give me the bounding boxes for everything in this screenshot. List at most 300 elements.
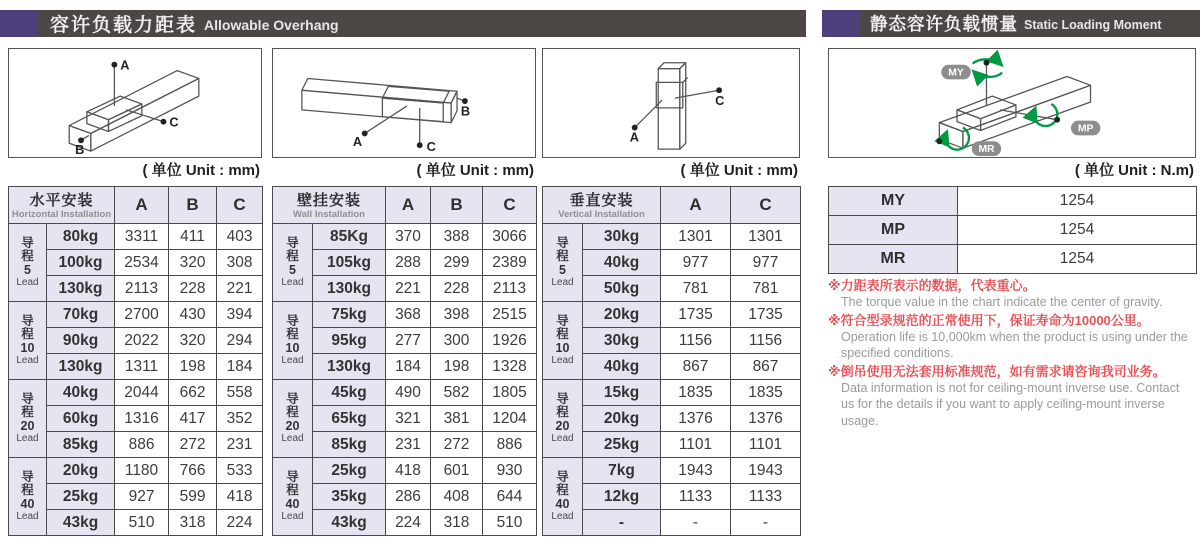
lead-line: 5 [24,262,31,277]
value-cell: 184 [386,354,431,380]
value-cell: 1835 [661,380,731,406]
lead-line: Lead [281,433,304,445]
value-cell: 1835 [731,380,801,406]
unit-label: ( 单位 Unit : mm) [416,162,534,179]
value-cell: 1311 [115,354,169,380]
lead-line: Lead [281,277,304,289]
value-cell: 2113 [115,276,169,302]
value-cell: 927 [115,484,169,510]
value-cell: 1133 [661,484,731,510]
lead-group-cell [273,380,313,458]
table-row [9,276,263,302]
table-row [829,245,1197,274]
measure-point-dots [78,62,166,143]
column-header-a: A [661,187,731,224]
value-cell: 781 [731,276,801,302]
lead-line: 40 [555,496,570,511]
lead-line: Lead [281,511,304,523]
value-cell: 3311 [115,224,169,250]
load-cell: 43kg [313,510,386,536]
table-row [273,380,537,406]
point-label-c: C [426,139,436,155]
load-cell: 65kg [313,406,386,432]
table-horizontal-mount [8,186,262,536]
lead-line: 程 [21,327,34,342]
load-cell: 40kg [47,380,115,406]
value-cell: 381 [431,406,483,432]
lead-group-cell [9,224,47,302]
lead-line: 程 [286,327,299,342]
value-cell: 2113 [483,276,537,302]
value-cell: 417 [169,406,217,432]
table-row [9,510,263,536]
lead-group-cell [543,380,583,458]
load-cell: 25kg [583,432,661,458]
load-cell: 40kg [583,250,661,276]
load-cell: 130kg [47,354,115,380]
value-cell: 2700 [115,302,169,328]
value-cell: 320 [169,250,217,276]
table-title [273,187,386,224]
load-cell: 50kg [583,276,661,302]
section-title-zh: 静态容许负载惯量 [870,14,1018,34]
lead-line: 程 [556,405,569,420]
lead-line: 10 [555,340,570,355]
table-head [543,187,801,224]
load-cell: 20kg [583,302,661,328]
table-header-row [9,187,263,224]
load-cell: 85Kg [313,224,386,250]
load-cell: 130kg [313,354,386,380]
lead-line: 40 [285,496,300,511]
value-cell: 388 [431,224,483,250]
lead-line: 程 [286,483,299,498]
value-cell: 403 [217,224,263,250]
value-cell: 930 [483,458,537,484]
value-cell: 781 [661,276,731,302]
moment-value-cell: 1254 [958,245,1197,274]
value-cell: 2022 [115,328,169,354]
value-cell: 1805 [483,380,537,406]
value-cell: 398 [431,302,483,328]
table-head [273,187,537,224]
lead-line: Lead [551,355,574,367]
value-cell: 1101 [661,432,731,458]
badge-my: MY [948,67,964,79]
value-cell: 1301 [661,224,731,250]
value-cell: 394 [217,302,263,328]
note-line: Data information is not for ceiling-mount inverse use. Contact us for the details if you want to apply ceiling-mount inverse usage. [841,380,1180,428]
lead-line: 程 [21,249,34,264]
column-header-c: C [731,187,801,224]
point-label-b: B [460,103,471,119]
table-row [273,302,537,328]
load-cell: 85kg [313,432,386,458]
lead-line: 程 [286,249,299,264]
notes-block [828,276,1196,429]
value-cell: - [661,510,731,536]
badge-mr: MR [978,144,995,156]
lead-line: 导 [21,313,34,328]
value-cell: 231 [217,432,263,458]
load-cell: 130kg [313,276,386,302]
value-cell: 510 [483,510,537,536]
value-cell: 599 [169,484,217,510]
lead-line: 5 [289,262,296,277]
lead-line: 导 [556,469,569,484]
point-label-a: A [629,129,639,145]
load-cell: 15kg [583,380,661,406]
lead-line: Lead [16,355,39,367]
table-body [543,224,801,536]
diagram-wall [272,48,536,158]
value-cell: 886 [115,432,169,458]
badge-mp: MP [1077,123,1094,135]
table-body [829,187,1197,274]
measure-point-dots [632,87,725,130]
value-cell: 184 [217,354,263,380]
value-cell: 299 [431,250,483,276]
value-cell: 221 [217,276,263,302]
load-cell: 45kg [313,380,386,406]
column-header-b: B [431,187,483,224]
lead-group-cell [543,302,583,380]
accent-square-icon [822,10,860,37]
table-title-en: Horizontal Installation [11,208,112,220]
load-cell: 43kg [47,510,115,536]
table-row [543,458,801,484]
value-cell: 601 [431,458,483,484]
load-cell: 90kg [47,328,115,354]
lead-line: 导 [286,391,299,406]
lead-group-cell [273,224,313,302]
lead-group-cell [273,302,313,380]
lead-group-cell [543,458,583,536]
column-header-c: C [217,187,263,224]
value-cell: 533 [217,458,263,484]
lead-line: 程 [286,405,299,420]
value-cell: 411 [169,224,217,250]
value-cell: 867 [731,354,801,380]
value-cell: 277 [386,328,431,354]
value-cell: 300 [431,328,483,354]
lead-line: Lead [16,433,39,445]
rail-drawing-wall [273,49,535,157]
value-cell: 558 [217,380,263,406]
value-cell: 977 [731,250,801,276]
load-cell: 95kg [313,328,386,354]
value-cell: 231 [386,432,431,458]
value-cell: 1101 [731,432,801,458]
moment-value-cell: 1254 [958,187,1197,216]
value-cell: 644 [483,484,537,510]
lead-line: Lead [551,277,574,289]
table-title-zh: 水平安装 [29,191,94,209]
lead-line: 导 [286,469,299,484]
load-cell: 7kg [583,458,661,484]
table-header-row [543,187,801,224]
value-cell: 224 [386,510,431,536]
value-cell: 318 [431,510,483,536]
overhang-table [272,186,537,536]
table-row [273,406,537,432]
lead-group-cell [9,458,47,536]
lead-line: 10 [20,340,35,355]
point-label-a: A [352,134,363,150]
moment-label-cell: MY [829,187,958,216]
table-row [9,250,263,276]
lead-line: 导 [21,469,34,484]
load-cell: 105kg [313,250,386,276]
table-row [9,380,263,406]
table-row [273,328,537,354]
value-cell: 418 [217,484,263,510]
value-cell: 318 [169,510,217,536]
value-cell: 1156 [661,328,731,354]
table-row [273,432,537,458]
value-cell: 221 [386,276,431,302]
load-cell: 40kg [583,354,661,380]
load-cell: 25kg [313,458,386,484]
table-row [543,302,801,328]
table-row [9,432,263,458]
value-cell: 418 [386,458,431,484]
load-cell: 60kg [47,406,115,432]
load-cell: 130kg [47,276,115,302]
lead-line: 导 [21,235,34,250]
moment-label-cell: MR [829,245,958,274]
section-title-zh: 容许负载力距表 [50,15,198,36]
table-row [9,328,263,354]
value-cell: 228 [169,276,217,302]
value-cell: 2534 [115,250,169,276]
table-title [543,187,661,224]
overhang-table [542,186,801,536]
load-cell: 20kg [47,458,115,484]
diagram-vertical [542,48,800,158]
value-cell: 1943 [661,458,731,484]
value-cell: 1328 [483,354,537,380]
lead-line: 导 [556,391,569,406]
table-vertical-mount [542,186,800,536]
point-label-c: C [169,114,179,130]
lead-line: 导 [286,313,299,328]
value-cell: 2389 [483,250,537,276]
value-cell: 1943 [731,458,801,484]
lead-group-cell [273,458,313,536]
note-line: ※符合型录规范的正常使用下，保证寿命为10000公里。 [828,312,1150,328]
value-cell: 224 [217,510,263,536]
section-title-en: Static Loading Moment [1024,17,1162,32]
value-cell: 408 [431,484,483,510]
moment-value-cell: 1254 [958,216,1197,245]
value-cell: 3066 [483,224,537,250]
table-title-en: Wall Installation [293,208,365,220]
value-cell: 294 [217,328,263,354]
note-line: ※倒吊使用无法套用标准规范，如有需求请咨询我司业务。 [828,363,1166,379]
table-row [9,354,263,380]
unit-label: ( 单位 Unit : N.m) [1074,162,1194,179]
value-cell: 2515 [483,302,537,328]
value-cell: 886 [483,432,537,458]
table-row [829,187,1197,216]
value-cell: 490 [386,380,431,406]
value-cell: - [731,510,801,536]
note-line: ※力距表所表示的数据，代表重心。 [828,278,1036,293]
overhang-table [8,186,263,536]
load-cell: 75kg [313,302,386,328]
load-cell: 80kg [47,224,115,250]
table-row [543,224,801,250]
lead-line: 程 [556,249,569,264]
lead-line: 程 [556,327,569,342]
table-row [273,458,537,484]
load-cell: - [583,510,661,536]
table-row [9,484,263,510]
value-cell: 228 [431,276,483,302]
measure-point-dots [362,98,471,148]
rail-drawing-moment [829,49,1195,157]
lead-line: Lead [16,511,39,523]
table-body [273,224,537,536]
unit-label: ( 单位 Unit : mm) [680,162,798,179]
value-cell: 1204 [483,406,537,432]
value-cell: 1301 [731,224,801,250]
table-row [9,224,263,250]
value-cell: 288 [386,250,431,276]
load-cell: 20kg [583,406,661,432]
table-row [9,406,263,432]
value-cell: 1156 [731,328,801,354]
table-row [273,484,537,510]
value-cell: 1926 [483,328,537,354]
table-body [9,224,263,536]
value-cell: 1376 [661,406,731,432]
value-cell: 977 [661,250,731,276]
lead-line: 10 [285,340,300,355]
accent-square-icon [0,10,38,37]
load-cell: 30kg [583,328,661,354]
load-cell: 12kg [583,484,661,510]
value-cell: 430 [169,302,217,328]
value-cell: 1316 [115,406,169,432]
value-cell: 352 [217,406,263,432]
table-row [543,380,801,406]
point-label-c: C [715,92,725,108]
rail-drawing-vertical [543,49,799,157]
value-cell: 867 [661,354,731,380]
value-cell: 662 [169,380,217,406]
value-cell: 308 [217,250,263,276]
column-header-a: A [115,187,169,224]
value-cell: 1735 [731,302,801,328]
lead-line: Lead [281,355,304,367]
table-header-row [273,187,537,224]
column-header-b: B [169,187,217,224]
moment-table [828,186,1197,274]
unit-label: ( 单位 Unit : mm) [142,162,260,179]
value-cell: 286 [386,484,431,510]
lead-line: 导 [286,235,299,250]
value-cell: 1180 [115,458,169,484]
section-header-moment [822,10,1200,37]
lead-line: 导 [556,235,569,250]
value-cell: 1376 [731,406,801,432]
value-cell: 370 [386,224,431,250]
lead-line: 程 [21,483,34,498]
table-title-zh: 壁挂安装 [296,191,361,209]
lead-line: Lead [551,511,574,523]
value-cell: 272 [169,432,217,458]
note-line: Operation life is 10,000km when the product is using under the specified conditions. [841,329,1188,360]
lead-line: 程 [21,405,34,420]
value-cell: 582 [431,380,483,406]
value-cell: 1133 [731,484,801,510]
lead-group-cell [543,224,583,302]
load-cell: 25kg [47,484,115,510]
table-row [829,216,1197,245]
load-cell: 30kg [583,224,661,250]
point-label-a: A [120,57,130,73]
table-row [273,276,537,302]
lead-line: 20 [555,418,570,433]
table-row [273,510,537,536]
table-title-zh: 垂直安装 [569,191,634,209]
table-moment-mount [828,186,1196,274]
table-title [9,187,115,224]
moment-label-cell: MP [829,216,958,245]
table-wall-mount [272,186,536,536]
rail-drawing-horizontal [9,49,261,157]
note-line: The torque value in the chart indicate the center of gravity. [841,295,1163,309]
column-header-c: C [483,187,537,224]
table-row [273,250,537,276]
lead-line: 20 [285,418,300,433]
value-cell: 2044 [115,380,169,406]
lead-line: 导 [21,391,34,406]
load-cell: 85kg [47,432,115,458]
column-header-a: A [386,187,431,224]
lead-group-cell [9,380,47,458]
lead-line: 20 [20,418,35,433]
value-cell: 510 [115,510,169,536]
value-cell: 320 [169,328,217,354]
load-cell: 100kg [47,250,115,276]
diagram-horizontal [8,48,262,158]
load-cell: 35kg [313,484,386,510]
value-cell: 1735 [661,302,731,328]
lead-line: 导 [556,313,569,328]
table-row [9,302,263,328]
value-cell: 766 [169,458,217,484]
value-cell: 198 [431,354,483,380]
table-row [9,458,263,484]
lead-line: Lead [16,277,39,289]
point-label-b: B [75,142,85,157]
lead-line: Lead [551,433,574,445]
diagram-moment [828,48,1196,158]
value-cell: 198 [169,354,217,380]
lead-line: 程 [556,483,569,498]
value-cell: 321 [386,406,431,432]
lead-line: 40 [20,496,35,511]
section-header-overhang [0,10,806,37]
load-cell: 70kg [47,302,115,328]
lead-group-cell [9,302,47,380]
table-title-en: Vertical Installation [558,208,645,220]
value-cell: 368 [386,302,431,328]
table-row [273,224,537,250]
